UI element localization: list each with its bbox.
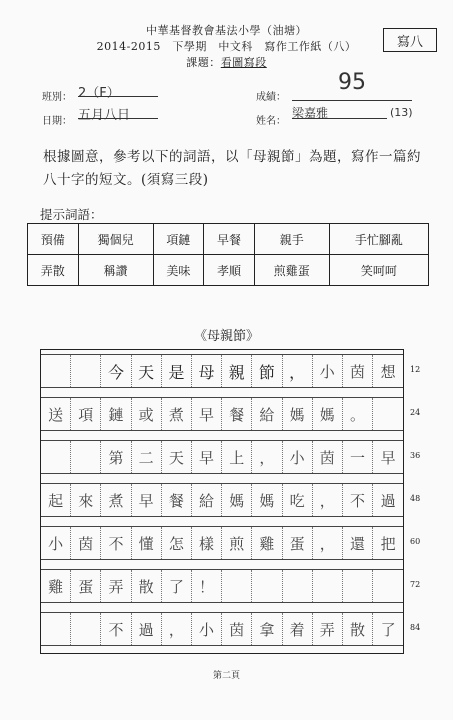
grid-cell: 媽 (313, 398, 343, 430)
name-label: 姓名： (256, 116, 286, 127)
grid-cell: 項 (71, 398, 101, 430)
class-label: 班別： (42, 92, 72, 103)
grid-cell: 。 (343, 398, 373, 430)
grid-cell: 是 (162, 355, 192, 387)
grid-cell (71, 355, 101, 387)
grid-cell: 天 (162, 441, 192, 473)
hint-row (28, 224, 429, 255)
grid-row (41, 569, 403, 603)
row-count: 36 (410, 451, 421, 460)
grid-cell: 煮 (101, 484, 131, 516)
grid-cell: 樣 (192, 527, 222, 559)
grid-cell: 了 (162, 570, 192, 602)
topic-line (0, 54, 453, 70)
grid-cell: 懂 (132, 527, 162, 559)
grid-cell: 着 (283, 613, 313, 645)
grid-cell (71, 613, 101, 645)
grid-cell: 小 (41, 527, 71, 559)
grid-cell: 親 (222, 355, 252, 387)
grid-cell: 還 (343, 527, 373, 559)
worksheet-tag: 寫八 (383, 28, 437, 52)
grid-cell: 散 (132, 570, 162, 602)
grid-cell (373, 570, 403, 602)
hint-row (28, 255, 429, 286)
grid-row (41, 397, 403, 431)
grid-cell: 一 (343, 441, 373, 473)
grid-cell: 茵 (71, 527, 101, 559)
grid-cell: 弄 (313, 613, 343, 645)
grid-cell: 蛋 (283, 527, 313, 559)
grid-row (41, 354, 403, 388)
grid-cell: 想 (380, 362, 396, 381)
grid-cell: ！ (192, 570, 222, 602)
grid-cell: 鏈 (101, 398, 131, 430)
grid-cell: 媽 (222, 484, 252, 516)
grid-cell: 不 (101, 527, 131, 559)
class-field: 2（F） (78, 82, 158, 97)
hint-word: 笑呵呵 (329, 255, 428, 286)
grid-cell: 早 (192, 441, 222, 473)
grid-cell: 茵 (313, 441, 343, 473)
hint-word: 親手 (254, 224, 329, 255)
grid-cell: ， (162, 613, 192, 645)
grid-cell (41, 355, 71, 387)
grid-cell: 今 (101, 355, 131, 387)
grid-cell: ， (313, 527, 343, 559)
score-field: 95 (292, 70, 412, 101)
grid-cell: 拿 (252, 613, 282, 645)
grid-cell: 媽 (283, 398, 313, 430)
school-name: 中華基督教會基法小學（油塘） (146, 24, 307, 37)
grid-cell: 茵 (222, 613, 252, 645)
grid-cell: 餐 (222, 398, 252, 430)
grid-cell: 小 (192, 613, 222, 645)
page-footer: 第二頁 (212, 671, 240, 681)
hint-word: 孝順 (204, 255, 255, 286)
grid-cell: 散 (343, 613, 373, 645)
grid-cell: 給 (252, 398, 282, 430)
grid-cell: 過 (132, 613, 162, 645)
grid-cell: 來 (71, 484, 101, 516)
hint-word: 弄散 (28, 255, 79, 286)
grid-cell: 節 (252, 355, 282, 387)
date-label: 日期： (42, 116, 72, 127)
date-field: 五月八日 (78, 104, 158, 119)
grid-cell: 第 (101, 441, 131, 473)
hint-table (27, 223, 429, 286)
hint-word: 項鏈 (153, 224, 204, 255)
grid-row (41, 483, 403, 517)
grid-row (41, 612, 403, 646)
grid-cell: 怎 (162, 527, 192, 559)
grid-cell (373, 398, 403, 430)
grid-cell: 吃 (283, 484, 313, 516)
grid-cell: 或 (132, 398, 162, 430)
grid-cell: 弄 (101, 570, 131, 602)
hint-word: 煎雞蛋 (254, 255, 329, 286)
name-field: 梁嘉雅 (292, 104, 387, 119)
term-line: 2014-2015 下學期 中文科 寫作工作紙（八） (96, 40, 357, 53)
essay-title: 《母親節》 (193, 329, 259, 344)
grid-cell: 蛋 (71, 570, 101, 602)
grid-cell: ， (252, 441, 282, 473)
hint-label: 提示詞語： (40, 207, 103, 222)
row-count: 12 (410, 365, 421, 374)
instruction-text: 根據圖意，參考以下的詞語，以「母親節」為題，寫作一篇約八十字的短文。(須寫三段) (43, 149, 421, 188)
grid-cell: 餐 (162, 484, 192, 516)
grid-cell (313, 570, 343, 602)
grid-cell: 起 (41, 484, 71, 516)
grid-cell (343, 570, 373, 602)
grid-cell (252, 570, 282, 602)
grid-cell: 小 (283, 441, 313, 473)
grid-cell: 二 (132, 441, 162, 473)
row-count: 60 (410, 537, 421, 546)
hint-word: 獨個兒 (78, 224, 153, 255)
hint-word: 預備 (28, 224, 79, 255)
grid-cell: 煎 (222, 527, 252, 559)
grid-cell: 送 (41, 398, 71, 430)
grid-cell (283, 570, 313, 602)
hint-word: 稱讚 (78, 255, 153, 286)
grid-cell: 過 (380, 491, 396, 510)
grid-cell (71, 441, 101, 473)
hint-word: 美味 (153, 255, 204, 286)
grid-cell (222, 570, 252, 602)
grid-cell: 把 (380, 534, 396, 553)
grid-cell: 早 (132, 484, 162, 516)
student-number: (13) (390, 106, 413, 119)
topic-label: 課題： (186, 56, 221, 69)
hint-word: 手忙腳亂 (329, 224, 428, 255)
grid-row (41, 526, 403, 560)
row-count: 48 (410, 494, 421, 503)
grid-cell: 雞 (252, 527, 282, 559)
grid-cell (41, 441, 71, 473)
writing-grid (40, 349, 404, 654)
grid-cell: 了 (380, 620, 396, 639)
grid-cell: 不 (101, 613, 131, 645)
row-count: 84 (410, 623, 421, 632)
grid-cell: ， (313, 484, 343, 516)
grid-cell: 雞 (41, 570, 71, 602)
grid-cell (41, 613, 71, 645)
grid-cell: 煮 (162, 398, 192, 430)
grid-cell: 早 (380, 448, 396, 467)
grid-cell: 天 (132, 355, 162, 387)
topic-value: 看圖寫段 (220, 56, 267, 69)
grid-cell: 母 (192, 355, 222, 387)
row-count: 24 (410, 408, 421, 417)
row-count: 72 (410, 580, 421, 589)
grid-cell: 茵 (343, 355, 373, 387)
grid-cell: 上 (222, 441, 252, 473)
grid-cell: ， (283, 355, 313, 387)
grid-row (41, 440, 403, 474)
hint-word: 早餐 (204, 224, 255, 255)
grid-cell: 小 (313, 355, 343, 387)
score-label: 成績： (256, 92, 286, 103)
grid-cell: 給 (192, 484, 222, 516)
grid-cell: 媽 (252, 484, 282, 516)
grid-cell: 早 (192, 398, 222, 430)
grid-cell: 不 (343, 484, 373, 516)
